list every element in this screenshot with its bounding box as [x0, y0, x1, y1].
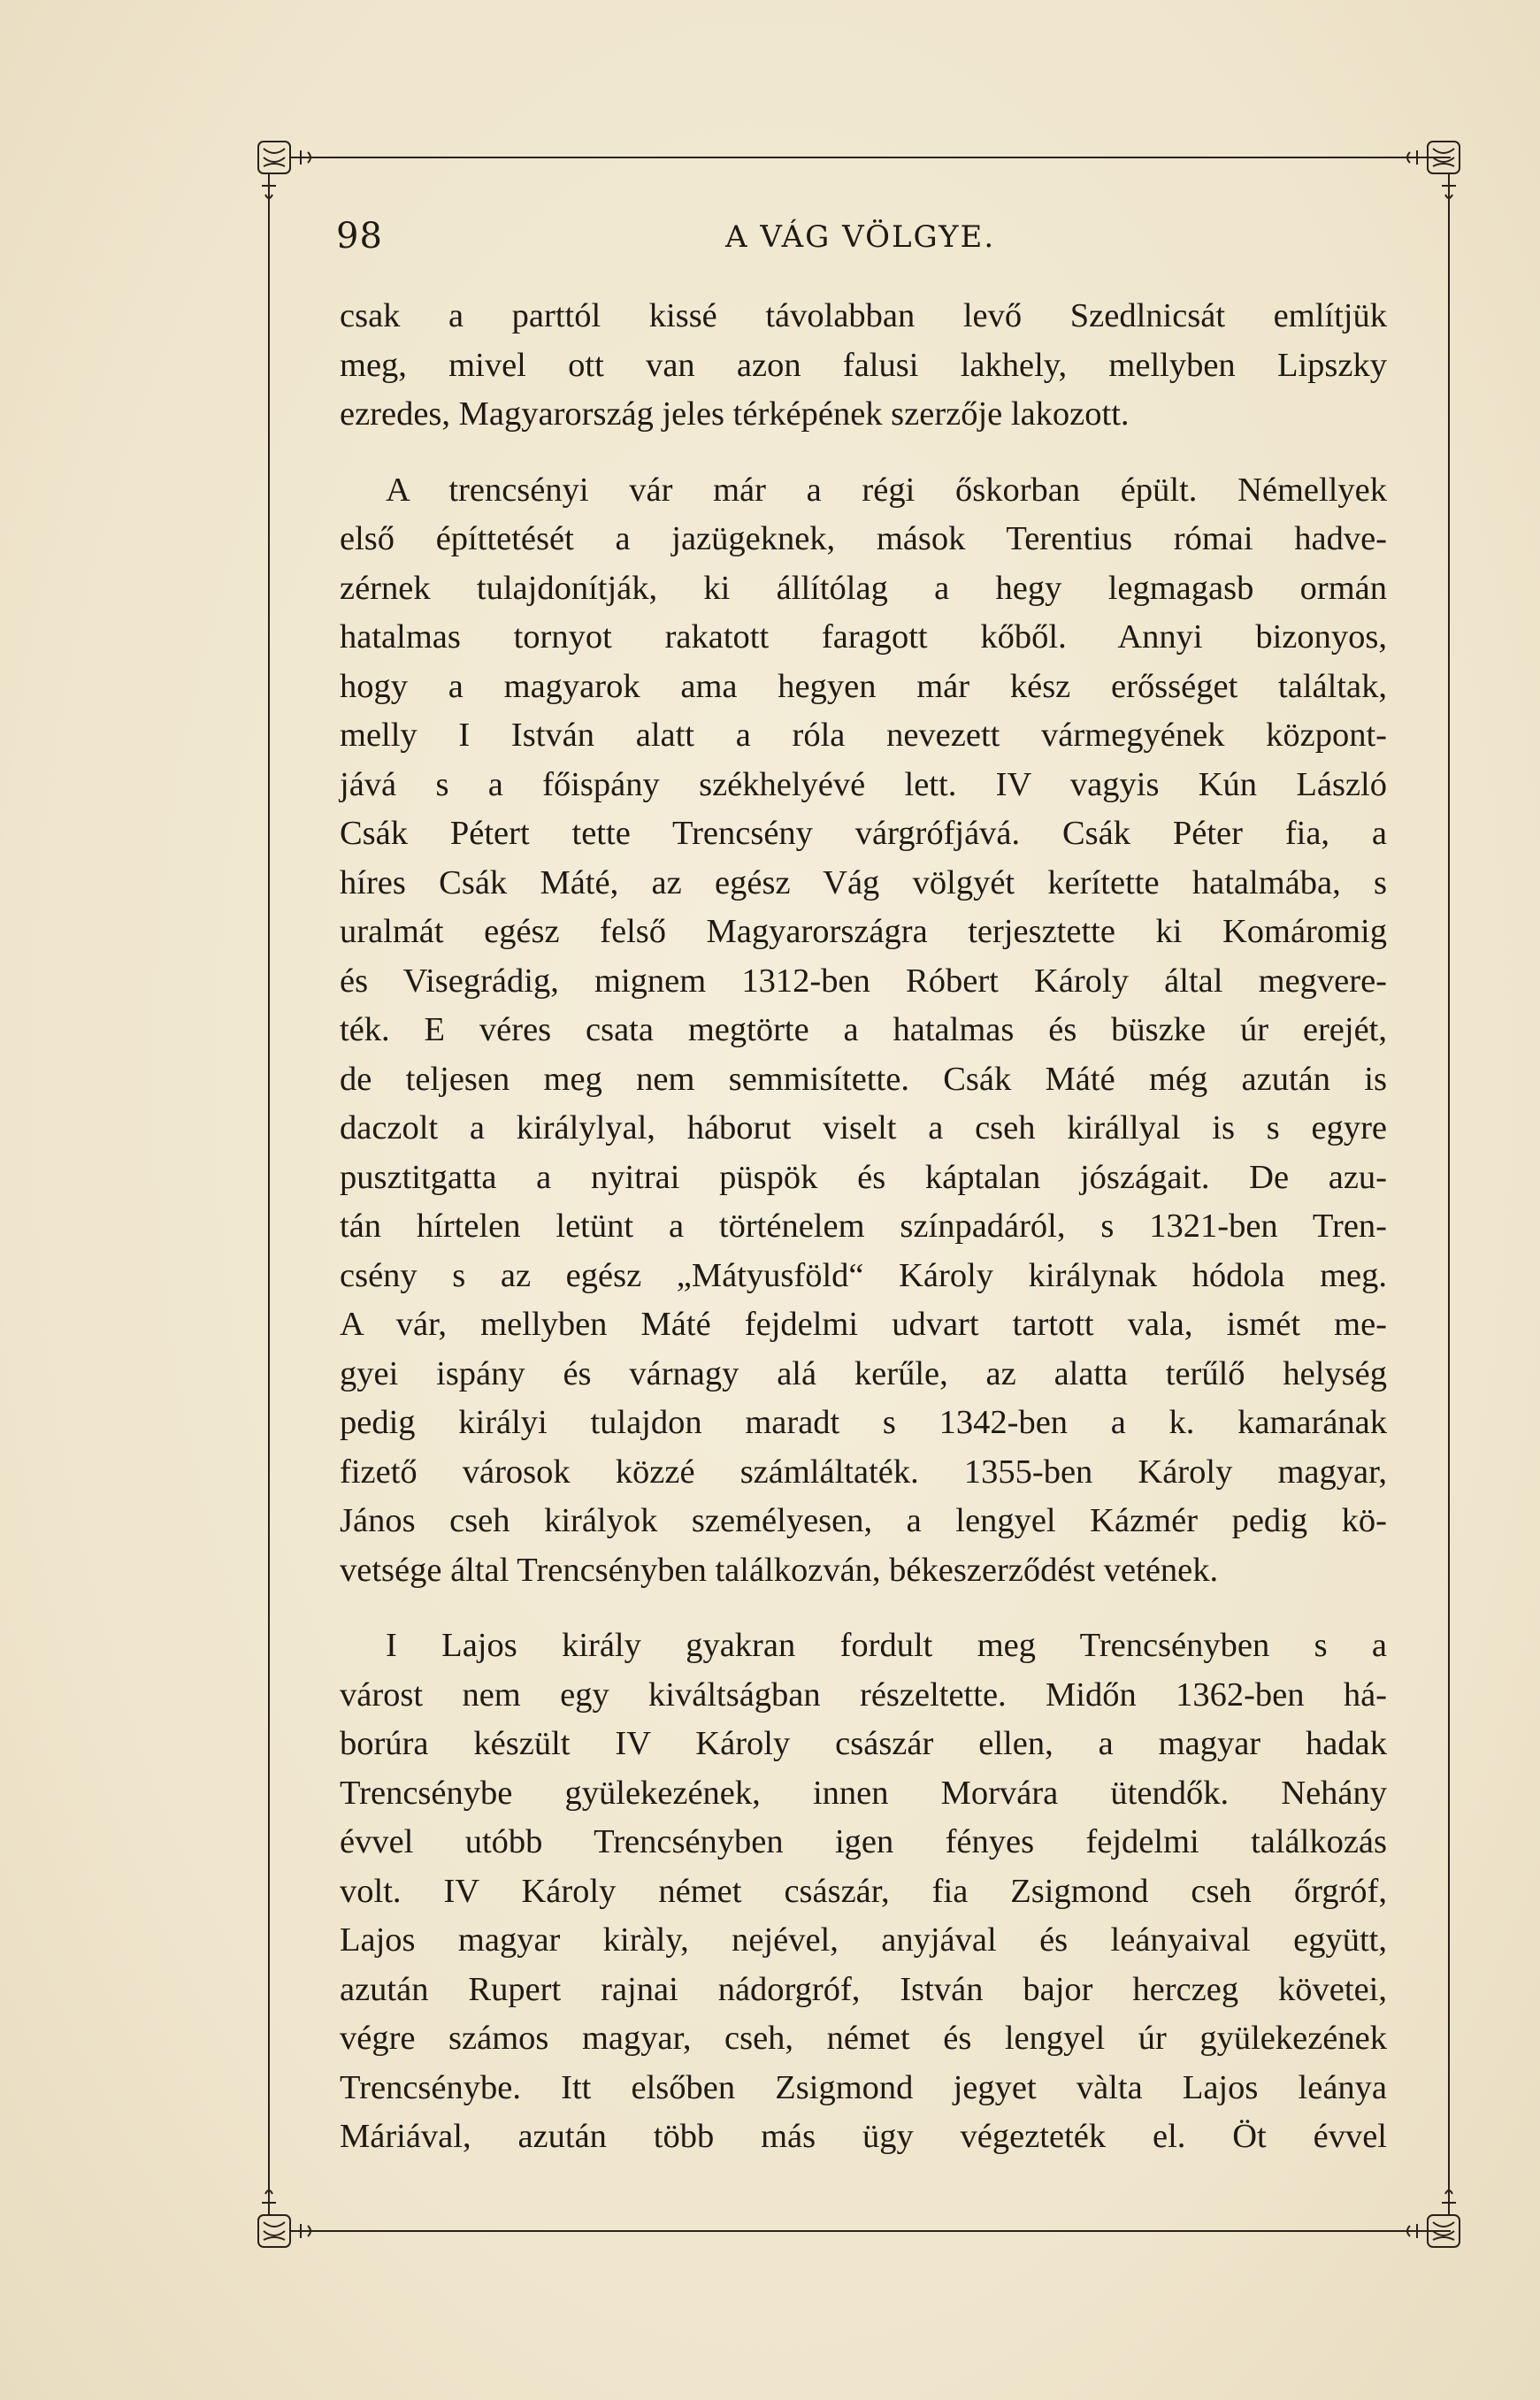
text-line: vetsége által Trencsényben találkozván, békeszerződést vetének.	[340, 1551, 1219, 1589]
corner-bottom-left-icon	[258, 2185, 317, 2247]
page-number: 98	[336, 216, 383, 257]
running-header	[336, 216, 1389, 269]
text-line: zérnek tulajdonítják, ki állítólag a hegy legmagasb ormán	[340, 569, 1387, 607]
text-line: pusztitgatta a nyitrai püspök és káptalan jószágait. De azu-	[340, 1158, 1387, 1196]
corner-top-left-icon	[258, 142, 317, 203]
corner-bottom-right-icon	[1401, 2185, 1460, 2247]
paragraph-1	[340, 292, 1387, 440]
text-line: volt. IV Károly német császár, fia Zsigmond cseh őrgróf,	[340, 1872, 1387, 1910]
text-line: daczolt a királylyal, háborut viselt a cseh királlyal is s egyre	[340, 1109, 1387, 1146]
body-text	[340, 292, 1387, 2162]
text-line: borúra készült IV Károly császár ellen, a magyar hadak	[340, 1725, 1387, 1762]
paragraph-2	[340, 466, 1387, 1596]
text-line: első építtetését a jazügeknek, mások Terentius római hadve-	[340, 520, 1387, 557]
paragraph-3	[340, 1622, 1387, 2162]
text-line: és Visegrádig, mignem 1312-ben Róbert Károly által megvere-	[340, 962, 1387, 1000]
running-title: A VÁG VÖLGYE.	[725, 219, 996, 255]
corner-top-right-icon	[1401, 142, 1460, 203]
text-line: Trencsénybe gyülekezének, innen Morvára ütendők. Nehány	[340, 1774, 1387, 1812]
text-line: végre számos magyar, cseh, német és lengyel úr gyülekezének	[340, 2020, 1387, 2057]
text-line: melly I István alatt a róla nevezett vármegyének központ-	[340, 717, 1387, 754]
text-line: azután Rupert rajnai nádorgróf, István bajor herczeg követei,	[340, 1970, 1387, 2008]
text-line: I Lajos király gyakran fordult meg Trencsényben s a	[386, 1627, 1387, 1664]
text-line: Máriával, azután több más ügy végezteték el. Öt évvel	[340, 2118, 1387, 2155]
text-line: Lajos magyar kiràly, nejével, anyjával és leányaival együtt,	[340, 1921, 1387, 1959]
text-line: fizető városok közzé számláltaték. 1355-ben Károly magyar,	[340, 1453, 1387, 1491]
text-line: pedig királyi tulajdon maradt s 1342-ben a k. kamarának	[340, 1404, 1387, 1441]
text-line: hatalmas tornyot rakatott faragott kőből. Annyi bizonyos,	[340, 618, 1387, 656]
text-line: János cseh királyok személyesen, a lengyel Kázmér pedig kö-	[340, 1502, 1387, 1539]
text-line: tán hírtelen letünt a történelem színpadáról, s 1321-ben Tren-	[340, 1208, 1387, 1245]
text-line: ték. E véres csata megtörte a hatalmas és büszke úr erejét,	[340, 1011, 1387, 1048]
text-line: csak a parttól kissé távolabban levő Szedlnicsát említjük	[340, 297, 1387, 334]
text-line: évvel utóbb Trencsényben igen fényes fejdelmi találkozás	[340, 1823, 1387, 1860]
text-line: A vár, mellyben Máté fejdelmi udvart tartott vala, ismét me-	[340, 1306, 1387, 1343]
text-line: csény s az egész „Mátyusföld“ Károly királynak hódola meg.	[340, 1256, 1387, 1294]
text-line: de teljesen meg nem semmisítette. Csák Máté még azután is	[340, 1060, 1387, 1098]
text-line: hogy a magyarok ama hegyen már kész erősséget találtak,	[340, 667, 1387, 705]
text-line: jává s a főispány székhelyévé lett. IV vagyis Kún László	[340, 765, 1387, 803]
text-line: meg, mivel ott van azon falusi lakhely, mellyben Lipszky	[340, 346, 1387, 384]
text-line: várost nem egy kiváltságban részeltette. Midőn 1362-ben há-	[340, 1675, 1387, 1714]
text-line: A trencsényi vár már a régi őskorban épült. Némellyek	[386, 471, 1387, 509]
text-line: Csák Pétert tette Trencsény várgrófjává. Csák Péter fia, a	[340, 815, 1387, 852]
text-line: gyei ispány és várnagy alá kerűle, az alatta terűlő helység	[340, 1354, 1387, 1392]
text-line: ezredes, Magyarország jeles térképének szerzője lakozott.	[340, 395, 1130, 433]
text-line: híres Csák Máté, az egész Vág völgyét kerítette hatalmába, s	[340, 863, 1387, 901]
text-line: Trencsénybe. Itt elsőben Zsigmond jegyet vàlta Lajos leánya	[340, 2068, 1387, 2106]
text-line: uralmát egész felső Magyarországra terjesztette ki Komáromig	[340, 913, 1387, 950]
